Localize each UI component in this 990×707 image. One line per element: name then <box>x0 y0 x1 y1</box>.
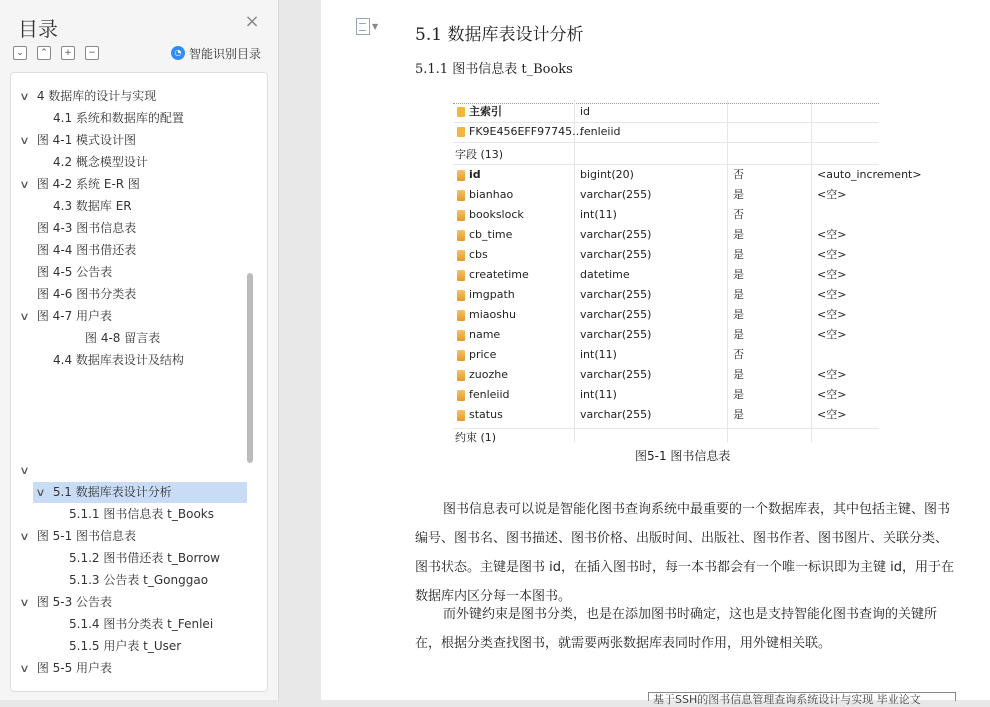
toc-item[interactable]: 4.4 数据库表设计及结构 <box>53 353 184 367</box>
remove-icon[interactable]: − <box>85 46 99 60</box>
smart-toc-label: 智能识别目录 <box>189 46 262 61</box>
table-row: status varchar(255) 是 <空> <box>453 405 879 425</box>
table-row: FK9E456EFF97745... fenleiid <box>453 122 879 142</box>
toc-item[interactable]: 图 4-5 公告表 <box>37 265 113 279</box>
toc-item[interactable]: 图 4-3 图书信息表 <box>37 221 137 235</box>
group-label: 字段 (13) <box>455 148 504 161</box>
chevron-down-icon[interactable]: ∨ <box>19 662 30 675</box>
toc-item[interactable]: 4.2 概念模型设计 <box>53 155 148 169</box>
footer-text: 基于SSH的图书信息管理查询系统设计与实现 毕业论文 <box>648 692 956 701</box>
table-row: fenleiid int(11) 是 <空> <box>453 385 879 405</box>
table-row: 主索引 id <box>453 102 879 122</box>
field-icon <box>457 270 465 281</box>
figure-caption: 图5-1 图书信息表 <box>635 449 731 463</box>
toc-item[interactable]: 5.1.1 图书信息表 t_Books <box>69 507 214 521</box>
smart-toc-icon: ◔ <box>171 46 185 60</box>
field-icon <box>457 310 465 321</box>
toc-item[interactable] <box>21 460 33 481</box>
table-row: name varchar(255) 是 <空> <box>453 325 879 345</box>
toc-item[interactable]: 图 4-8 留言表 <box>85 331 161 345</box>
field-icon <box>457 330 465 341</box>
toc-item-selected[interactable]: ∨ 5.1 数据库表设计分析 <box>33 482 247 503</box>
panel-title: 目录 <box>18 17 58 41</box>
toc-item[interactable]: ∨ 图 4-1 模式设计图 <box>21 130 136 151</box>
toc-item[interactable]: 4.1 系统和数据库的配置 <box>53 111 184 125</box>
toc-item[interactable]: 5.1.4 图书分类表 t_Fenlei <box>69 617 214 631</box>
field-icon <box>457 370 465 381</box>
key-icon <box>457 127 465 137</box>
chevron-down-icon[interactable]: ∨ <box>19 134 30 147</box>
toc-item[interactable]: ∨ 图 5-5 用户表 <box>21 658 112 679</box>
toc-item[interactable]: 5.1.5 用户表 t_User <box>69 639 182 653</box>
toc-item[interactable]: 4.3 数据库 ER <box>53 199 132 213</box>
chevron-down-icon[interactable]: ∨ <box>19 178 30 191</box>
table-row: zuozhe varchar(255) 是 <空> <box>453 365 879 385</box>
toc-list[interactable] <box>10 72 268 692</box>
chevron-down-icon[interactable]: ∨ <box>19 596 30 609</box>
table-figure <box>453 100 922 444</box>
table-row: createtime datetime 是 <空> <box>453 265 879 285</box>
chevron-down-icon[interactable]: ∨ <box>19 530 30 543</box>
divider <box>453 142 879 143</box>
field-icon <box>457 250 465 261</box>
expand-all-icon[interactable]: ⌃ <box>37 46 51 60</box>
caret-down-icon[interactable]: ▼ <box>372 22 379 31</box>
field-icon <box>457 190 465 201</box>
table-row: id bigint(20) 否 <auto_increment> <box>453 165 879 185</box>
body-paragraph: 图书信息表可以说是智能化图书查询系统中最重要的一个数据库表，其中包括主键、图书编号、图书名、图书描述、图书价格、出版时间、出版社、图书作者、图书图片、关联分类、图书状态。主键是图书 id，在插入图书时，每一本书都会有一个唯一标识即为主键 id，用于在数据库内区分每一本图书。 <box>415 502 954 604</box>
table-row: cb_time varchar(255) 是 <空> <box>453 225 879 245</box>
add-icon[interactable]: + <box>61 46 75 60</box>
field-icon <box>457 350 465 361</box>
table-row: imgpath varchar(255) 是 <空> <box>453 285 879 305</box>
chevron-down-icon[interactable]: ∨ <box>19 90 30 103</box>
toc-item[interactable]: 图 4-4 图书借还表 <box>37 243 137 257</box>
collapse-all-icon[interactable]: ⌄ <box>13 46 27 60</box>
table-row: price int(11) 否 <box>453 345 879 365</box>
chevron-down-icon[interactable]: ∨ <box>35 486 46 499</box>
field-icon <box>457 390 465 401</box>
table-row: cbs varchar(255) 是 <空> <box>453 245 879 265</box>
page-icon[interactable] <box>356 18 370 35</box>
section-heading: 5.1 数据库表设计分析 <box>415 25 584 45</box>
field-icon <box>457 410 465 421</box>
toc-panel <box>0 0 279 700</box>
subsection-heading: 5.1.1 图书信息表 t_Books <box>415 62 573 77</box>
toc-item[interactable]: ∨ 4 数据库的设计与实现 <box>21 86 156 107</box>
toc-item[interactable]: 图 4-6 图书分类表 <box>37 287 137 301</box>
scrollbar-thumb[interactable] <box>247 273 253 463</box>
group-label: 约束 (1) <box>455 431 497 444</box>
close-icon[interactable]: × <box>244 11 260 32</box>
table-row: bookslock int(11) 否 <box>453 205 879 225</box>
toc-item[interactable]: 5.1.2 图书借还表 t_Borrow <box>69 551 220 565</box>
field-icon <box>457 210 465 221</box>
toc-item[interactable]: ∨ 图 4-2 系统 E-R 图 <box>21 174 140 195</box>
toc-item[interactable]: ∨ 图 4-7 用户表 <box>21 306 112 327</box>
body-paragraph: 而外键约束是图书分类，也是在添加图书时确定，这也是支持智能化图书查询的关键所在，根据分类查找图书，就需要两张数据库表同时作用，用外键相关联。 <box>415 607 938 651</box>
toc-item[interactable]: 5.1.3 公告表 t_Gonggao <box>69 573 209 587</box>
smart-toc-button[interactable] <box>171 45 261 61</box>
document-page <box>321 0 990 706</box>
toc-item[interactable]: ∨ 图 5-1 图书信息表 <box>21 526 136 547</box>
table-row: bianhao varchar(255) 是 <空> <box>453 185 879 205</box>
toc-item[interactable]: ∨ 图 5-3 公告表 <box>21 592 112 613</box>
chevron-down-icon[interactable]: ∨ <box>19 310 30 323</box>
field-icon <box>457 170 465 181</box>
chevron-down-icon[interactable]: ∨ <box>19 464 30 477</box>
table-row: miaoshu varchar(255) 是 <空> <box>453 305 879 325</box>
field-icon <box>457 290 465 301</box>
field-icon <box>457 230 465 241</box>
key-icon <box>457 107 465 117</box>
